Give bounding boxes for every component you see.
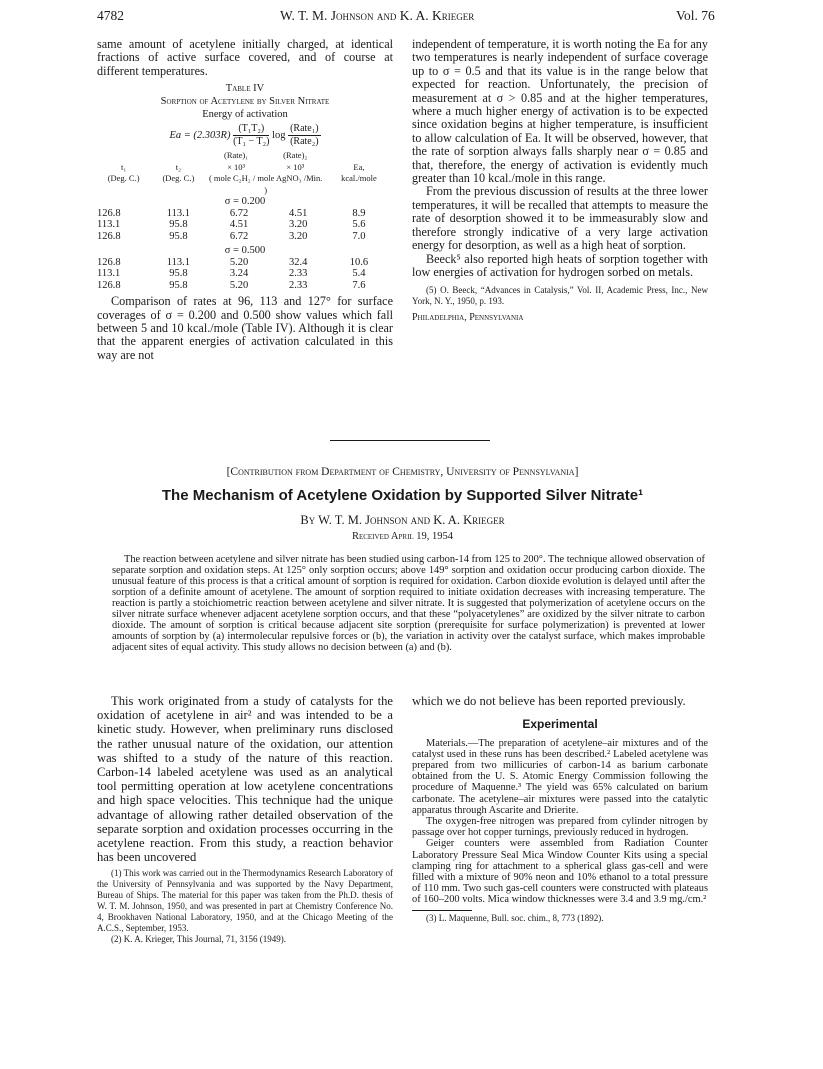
table-cell: 5.6 bbox=[352, 219, 366, 231]
right-paragraph-3: Beeck⁵ also reported high heats of sorption together with low energies of activation for hydrogen sorbed on metals. bbox=[412, 251, 708, 279]
bottom-right-column bbox=[412, 694, 708, 924]
sorption-table bbox=[97, 150, 393, 291]
continuation-paragraph: which we do not believe has been reported previously. bbox=[412, 694, 686, 708]
table-cell: 5.4 bbox=[352, 268, 366, 280]
table-cell: 7.0 bbox=[352, 230, 366, 242]
table-title: Sorption of Acetylene by Silver Nitrate bbox=[160, 96, 330, 108]
experimental-heading: Experimental bbox=[522, 717, 598, 732]
right-paragraph-1: independent of temperature, it is worth noting the Ea for any two temperatures is nearly independent of surface coverage up to σ = 0.5 and that its value is in the range below that expected for reaction. Unfortunately, the precision of measurement at σ > 0.85 and at the higher temperatures, where a much higher energy of activation is to be expected since oxidation begins at higher temperature, is insufficient to allow calculation of Ea. It will be observed, however, that the rate of sorption always falls sharply near σ = 0.85 and that, therefore, the energy of activation is evidently much greater than 10 kcal./mole in this range. bbox=[412, 37, 708, 186]
table-cell: 7.6 bbox=[352, 279, 366, 291]
table-cell: 95.8 bbox=[169, 279, 188, 291]
col-header-t1: t₁ (Deg. C.) bbox=[107, 161, 140, 184]
table-cell: 5.20 bbox=[229, 279, 249, 291]
table-cell: 95.8 bbox=[169, 268, 188, 280]
section-sigma-200: σ = 0.200 bbox=[224, 196, 266, 208]
table-cell: 126.8 bbox=[97, 279, 121, 291]
table-cell: 3.24 bbox=[229, 268, 249, 280]
nitrogen-paragraph: The oxygen-free nitrogen was prepared from cylinder nitrogen by passage over hot copper turnings, previously reduced in hydrogen. bbox=[412, 816, 708, 839]
col-header-ea: Ea, kcal./mole bbox=[341, 161, 377, 184]
formula-rate-num: (Rate₁) bbox=[290, 123, 319, 135]
table-cell: 10.6 bbox=[349, 256, 369, 268]
table-cell: 4.51 bbox=[229, 219, 249, 231]
abstract: The reaction between acetylene and silver nitrate has been studied using carbon-14 from 125 to 200°. The technique allowed observation of separate sorption and oxidation steps. At 125° only sorption occurs; above 149° sorption and oxidation occur producing carbon dioxide. The unusual feature of this process is that a critical amount of sorption is required for oxidation. Carbon dioxide evolution is delayed until after the sorption of a definite amount of acetylene. The amount of sorption required to initiate oxidation decreases with increasing temperature. The reaction is partly a stoichiometric reaction between acetylene and silver nitrate. It is suggested that polymerization of acetylene occurs on the silver nitrate surface whenever adjacent acetylene sorption occurs, and that these “polyacetylenes” are oxidized by the silver nitrate to carbon dioxide. The amount of sorption is critical because adjacent site sorption (prerequisite for surface polymerization) is prevented at lower amounts of sorption by (a) intermolecular repulsive forces or (b), the variation in activity over the catalyst surface, which makes improbable adjacent sites of equal activity. This study allows no decision between (a) and (b). bbox=[112, 554, 705, 653]
table-cell: 32.4 bbox=[289, 256, 308, 268]
table-row bbox=[97, 257, 393, 269]
table-label: Table IV bbox=[225, 83, 265, 95]
formula-temp-fraction bbox=[233, 123, 269, 148]
intro-body-paragraph: This work originated from a study of catalysts for the oxidation of acetylene in air² and was intended to be a kinetic study. However, when preliminary runs disclosed the rather unusual nature of the oxidation, our attention was shifted to a study of the nature of this reaction. Carbon-14 labeled acetylene was used as an analytical tool permitting operation at low acetylene concentrations and high space velocities. This technique had the unique advantage of allowing rather detailed observation of the separate sorption and oxidation processes occurring in the acetylene reaction. From this study, a reaction behavior has been uncovered bbox=[97, 694, 393, 865]
article-title: The Mechanism of Acetylene Oxidation by Supported Silver Nitrate¹ bbox=[161, 487, 644, 504]
footnote-3: (3) L. Maquenne, Bull. soc. chim., 8, 773 (1892). bbox=[426, 912, 604, 923]
table-cell: 113.1 bbox=[166, 256, 190, 268]
table-cell: 95.8 bbox=[169, 230, 188, 242]
footnote-1: (1) This work was carried out in the Thermodynamics Research Laboratory of the University of Pennsylvania and was supported by the Navy Department, Bureau of Ships. The material for this paper was taken from the Ph.D. thesis of W. T. M. Johnson, 1950, and was presented in part at Chemistry Conference No. 4, Brookhaven National Laboratory, 1950, and at the Chicago Meeting of the A.C.S., September, 1953. bbox=[97, 868, 393, 934]
table-cell: 95.8 bbox=[169, 219, 188, 231]
table-cell: 3.20 bbox=[289, 219, 308, 231]
table-cell: 8.9 bbox=[352, 207, 366, 219]
table-cell: 2.33 bbox=[289, 268, 308, 280]
intro-paragraph: same amount of acetylene initially charged, at identical fractions of active surface covered, and of course at different temperatures. bbox=[97, 37, 393, 78]
table-cell: 126.8 bbox=[97, 230, 121, 242]
table-cell: 6.72 bbox=[229, 207, 249, 219]
footnote-rule bbox=[412, 910, 472, 911]
formula-temp-den: (T₁ − T₂) bbox=[233, 136, 270, 148]
formula-rate-den: (Rate₂) bbox=[290, 136, 319, 148]
table-cell: 113.1 bbox=[97, 268, 121, 280]
separator-rule bbox=[330, 440, 490, 441]
table-cell: 4.51 bbox=[289, 207, 308, 219]
table-cell: 2.33 bbox=[289, 279, 308, 291]
top-right-column bbox=[412, 38, 708, 325]
materials-paragraph: Materials.—The preparation of acetylene–air mixtures and of the catalyst used in these runs has been described.² Labeled acetylene was prepared from two millicuries of carbon-14 as barium carbonate obtained from the U. S. Atomic Energy Commission following the procedure of Maquenne.³ The yield was 65% calculated on barium carbonate. The acetylene–air mixtures were passed into the catalytic apparatus through Ascarite and Drierite. bbox=[412, 737, 708, 816]
page-number: 4782 bbox=[97, 8, 124, 23]
bottom-left-column bbox=[97, 694, 393, 945]
table-cell: 6.72 bbox=[229, 230, 249, 242]
after-table-paragraph: Comparison of rates at 96, 113 and 127° for surface coverages of σ = 0.200 and 0.500 show values which fall between 5 and 10 kcal./mole (Table IV). Although it is clear that the apparent energies of activation calculated in this way are not bbox=[97, 294, 393, 362]
table-row bbox=[97, 219, 393, 231]
volume-label: Vol. 76 bbox=[676, 8, 715, 23]
table-cell: 3.20 bbox=[289, 230, 308, 242]
running-authors: W. T. M. Johnson and K. A. Krieger bbox=[280, 8, 475, 23]
geiger-paragraph: Geiger counters were assembled from Radiation Counter Laboratory Pressure Seal Mica Window Counter Kits using a special clamping ring for attachment to a spherical glass gas-cell and were filled with a mixture of 90% neon and 10% ethanol to a total pressure of 110 mm. Two such gas-cell counters were constructed with plateaus of 160–200 volts. Mica window thicknesses were 3.4 and 3.9 mg./cm.² bbox=[412, 838, 708, 906]
table-cell: 5.20 bbox=[229, 256, 249, 268]
right-paragraph-2: From the previous discussion of results at the three lower temperatures, it will be recalled that attempts to measure the rate of desorption showed it to be immeasurably slow and therefore strongly indicative of a very large activation energy for desorption, as well as a high heat of sorption. bbox=[412, 184, 708, 253]
formula-temp-num: (T₁T₂) bbox=[233, 123, 269, 136]
col-header-rates bbox=[207, 150, 325, 196]
formula-lhs: Ea = (2.303R) bbox=[169, 130, 231, 142]
formula-log: log bbox=[272, 130, 286, 142]
table-cell: 126.8 bbox=[97, 256, 121, 268]
table-subtitle: Energy of activation bbox=[202, 109, 288, 121]
section-sigma-500: σ = 0.500 bbox=[224, 245, 266, 257]
col-header-t2: t₂ (Deg. C.) bbox=[162, 161, 195, 184]
col-header-units: ( mole C₂H₂ / mole AgNO₃ /Min. ) bbox=[208, 173, 323, 195]
col-header-rate1: (Rate)₁ × 10³ bbox=[223, 150, 249, 172]
table-cell: 126.8 bbox=[97, 207, 121, 219]
received-date: Received April 19, 1954 bbox=[351, 531, 454, 542]
footnote-2: (2) K. A. Krieger, This Journal, 71, 3156 (1949). bbox=[111, 934, 286, 945]
footnote-5: (5) O. Beeck, “Advances in Catalysis,” Vol. II, Academic Press, Inc., New York, N. Y., 1950, p. 193. bbox=[412, 285, 708, 307]
formula-rate-fraction bbox=[288, 123, 320, 148]
table-row bbox=[97, 231, 393, 243]
table-cell: 113.1 bbox=[97, 219, 121, 231]
activation-formula bbox=[97, 123, 393, 148]
contribution-line: [Contribution from Department of Chemistry, University of Pennsylvania] bbox=[226, 466, 579, 478]
table-row bbox=[97, 208, 393, 220]
col-header-rate2: (Rate)₂ × 10³ bbox=[283, 150, 308, 172]
table-row bbox=[97, 268, 393, 280]
table-row bbox=[97, 280, 393, 292]
top-left-column bbox=[97, 38, 393, 362]
table-cell: 113.1 bbox=[166, 207, 190, 219]
byline: By W. T. M. Johnson and K. A. Krieger bbox=[300, 513, 505, 527]
location-line: Philadelphia, Pennsylvania bbox=[412, 312, 524, 324]
